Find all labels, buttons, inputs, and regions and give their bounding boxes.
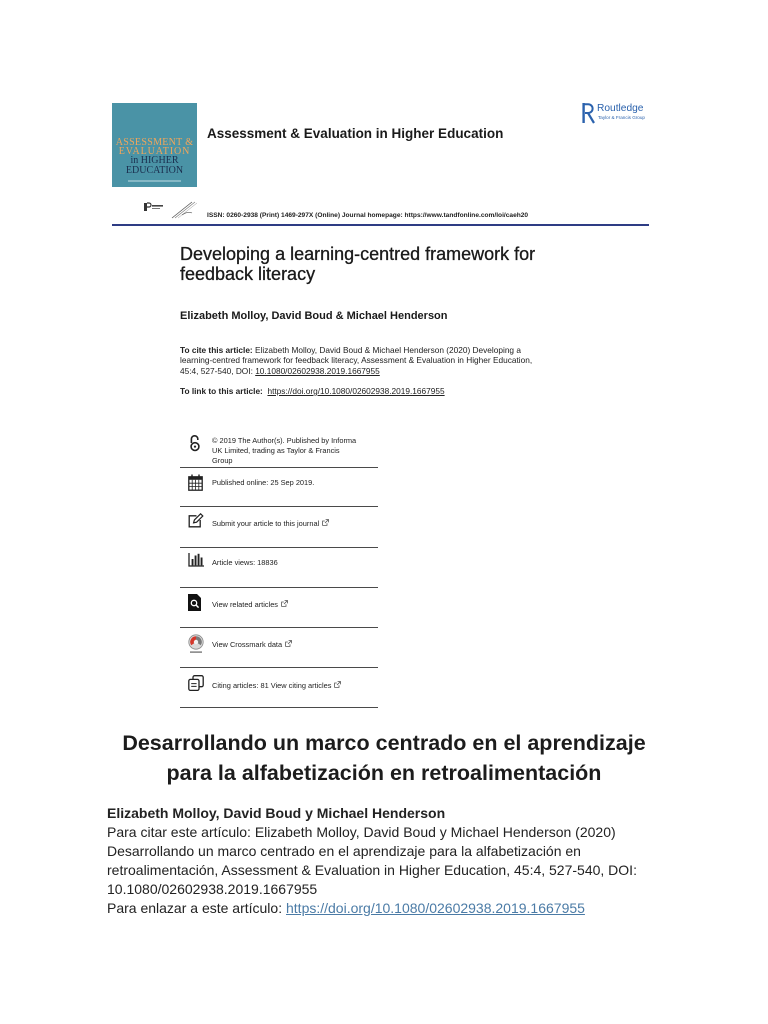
article-views-text: Article views: 18836 bbox=[212, 558, 278, 567]
list-divider bbox=[180, 627, 378, 628]
article-title-line: feedback literacy bbox=[180, 264, 316, 284]
translation-heading-line: Desarrollando un marco centrado en el aprendizaje bbox=[122, 731, 646, 755]
translation-authors: Elizabeth Molloy, David Boud y Michael Henderson bbox=[107, 804, 446, 821]
external-link-icon bbox=[285, 640, 292, 647]
doi-link[interactable]: 10.1080/02602938.2019.1667955 bbox=[255, 365, 380, 376]
list-divider bbox=[180, 467, 378, 468]
cover-title-line: in HIGHER bbox=[130, 155, 179, 167]
header-divider bbox=[112, 224, 649, 226]
routledge-r-icon bbox=[582, 102, 595, 124]
list-divider bbox=[180, 667, 378, 668]
translation-link-line bbox=[107, 899, 637, 918]
article-title-line: Developing a learning-centred framework for bbox=[180, 244, 536, 264]
list-divider bbox=[180, 587, 378, 588]
related-articles-icon bbox=[188, 594, 201, 611]
cover-title bbox=[112, 138, 197, 175]
article-title bbox=[180, 244, 535, 284]
external-link-icon bbox=[322, 519, 329, 526]
list-divider bbox=[180, 547, 378, 548]
submit-article-label: Submit your article to this journal bbox=[212, 519, 320, 528]
edit-icon bbox=[188, 513, 204, 528]
translation-heading-line: para la alfabetización en retroalimentación bbox=[166, 761, 602, 785]
journal-title: Assessment & Evaluation in Higher Education bbox=[207, 126, 504, 141]
translation-heading bbox=[0, 728, 768, 788]
cover-title-line: EVALUATION bbox=[118, 146, 191, 158]
cover-title-line: EDUCATION bbox=[125, 164, 184, 176]
article-link-url[interactable]: https://doi.org/10.1080/02602938.2019.1667955 bbox=[267, 386, 445, 396]
publisher-group: Taylor & Francis Group bbox=[598, 115, 645, 120]
citation-text: 45:4, 527-540, DOI: bbox=[180, 365, 253, 376]
article-link-label: To link to this article: bbox=[180, 386, 263, 396]
list-divider bbox=[180, 506, 378, 507]
translation-citation-line: retroalimentación, Assessment & Evaluation in Higher Education, 45:4, 527-540, DOI: bbox=[107, 861, 637, 878]
bar-chart-icon bbox=[188, 553, 204, 567]
related-articles-label: View related articles bbox=[212, 600, 278, 609]
translation-doi-link[interactable]: https://doi.org/10.1080/02602938.2019.1667955 bbox=[286, 899, 585, 916]
translation-body bbox=[107, 804, 637, 918]
copyright-notice bbox=[212, 436, 356, 466]
issn-line: ISSN: 0260-2938 (Print) 1469-297X (Online) Journal homepage: https://www.tandfonline.com/loi/caeh20 bbox=[207, 212, 529, 219]
submit-article-link[interactable] bbox=[212, 519, 329, 529]
cover-footer-strip bbox=[128, 180, 181, 182]
calendar-icon bbox=[188, 474, 203, 491]
crossmark-label: View Crossmark data bbox=[212, 640, 283, 649]
citation-line bbox=[180, 366, 532, 377]
citation-block bbox=[180, 345, 532, 377]
list-divider bbox=[180, 707, 378, 708]
article-link-line bbox=[180, 386, 445, 397]
citation-text: Elizabeth Molloy, David Boud & Michael Henderson (2020) Developing a bbox=[255, 344, 521, 355]
citation-line bbox=[180, 345, 532, 356]
citing-articles-label: Citing articles: 81 View citing articles bbox=[212, 681, 332, 690]
copyright-line: Group bbox=[212, 456, 233, 465]
open-access-icon bbox=[189, 434, 201, 452]
crossmark-icon bbox=[187, 634, 205, 655]
translation-citation-line: Para citar este artículo: Elizabeth Molloy, David Boud y Michael Henderson (2020) bbox=[107, 823, 616, 840]
external-link-icon bbox=[334, 681, 341, 688]
external-link-icon bbox=[281, 600, 288, 607]
published-online-text: Published online: 25 Sep 2019. bbox=[212, 478, 315, 487]
journal-cover-image bbox=[112, 103, 197, 187]
citation-line: learning-centred framework for feedback literacy, Assessment & Evaluation in Higher Education, bbox=[180, 355, 533, 365]
publisher-small-logos bbox=[142, 199, 198, 220]
translation-link-label: Para enlazar a este artículo: bbox=[107, 899, 283, 916]
translation-citation-line: Desarrollando un marco centrado en el aprendizaje para la alfabetización en bbox=[107, 842, 581, 859]
citing-articles-link[interactable] bbox=[212, 681, 341, 691]
cover-title-line: ASSESSMENT & bbox=[115, 137, 194, 148]
translation-citation-line: 10.1080/02602938.2019.1667955 bbox=[107, 880, 318, 897]
crossmark-link[interactable] bbox=[212, 640, 292, 650]
citing-articles-icon bbox=[188, 675, 204, 691]
copyright-line: UK Limited, trading as Taylor & Francis bbox=[212, 446, 340, 455]
citation-label: To cite this article: bbox=[180, 344, 253, 355]
related-articles-link[interactable] bbox=[212, 600, 288, 610]
publisher-name: Routledge bbox=[597, 103, 644, 114]
article-authors: Elizabeth Molloy, David Boud & Michael Henderson bbox=[180, 310, 448, 322]
copyright-line: © 2019 The Author(s). Published by Informa bbox=[212, 436, 357, 445]
